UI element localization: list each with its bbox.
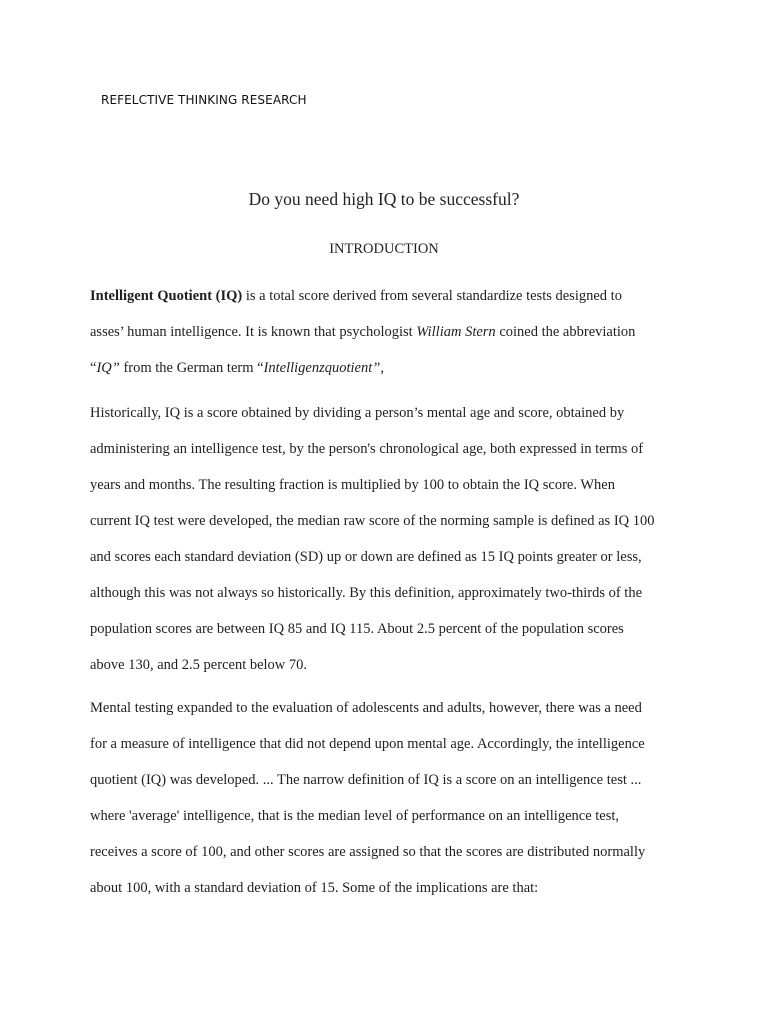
paragraph-line: about 100, with a standard deviation of 15. Some of the implications are that: <box>90 880 539 896</box>
line-text: is a total score derived from several standardize tests designed to <box>242 288 622 304</box>
paragraph-line: population scores are between IQ 85 and IQ 115. About 2.5 percent of the population scores <box>90 621 624 637</box>
paragraph-line <box>90 359 690 395</box>
paragraph-line: receives a score of 100, and other scores are assigned so that the scores are distributed normally <box>90 844 646 860</box>
paragraph-line: and scores each standard deviation (SD) up or down are defined as 15 IQ points greater or less, <box>90 549 642 565</box>
iq-term-bold: Intelligent Quotient (IQ) <box>90 288 243 304</box>
line-text: “ <box>90 360 97 376</box>
header-label: REFELCTIVE THINKING RESEARCH <box>101 93 307 107</box>
paragraph-line: quotient (IQ) was developed. ... The narrow definition of IQ is a score on an intelligence test ... <box>90 772 642 788</box>
paragraph-line: for a measure of intelligence that did not depend upon mental age. Accordingly, the intelligence <box>90 736 645 752</box>
paragraph-line <box>90 287 690 323</box>
paragraph-mental-testing <box>90 699 690 915</box>
paragraph-line: where 'average' intelligence, that is the median level of performance on an intelligence test, <box>90 808 620 824</box>
paragraph-line: Mental testing expanded to the evaluation of adolescents and adults, however, there was a need <box>90 700 642 716</box>
line-text: from the German term “ <box>119 360 264 376</box>
german-term-italic: Intelligenzquotient”, <box>263 360 384 376</box>
paragraph-line: administering an intelligence test, by the person's chronological age, both expressed in terms of <box>90 441 644 457</box>
stern-name-italic: William Stern <box>416 324 496 340</box>
iq-abbrev-italic: IQ” <box>96 360 120 376</box>
paragraph-history <box>90 404 690 692</box>
paragraph-line: above 130, and 2.5 percent below 70. <box>90 657 308 673</box>
line-text: coined the abbreviation <box>495 324 636 340</box>
paragraph-definition <box>90 287 690 395</box>
paragraph-line <box>90 323 690 359</box>
paragraph-line: years and months. The resulting fraction is multiplied by 100 to obtain the IQ score. When <box>90 477 615 493</box>
line-text: asses’ human intelligence. It is known that psychologist <box>90 324 417 340</box>
paragraph-line: Historically, IQ is a score obtained by dividing a person’s mental age and score, obtained by <box>90 405 625 421</box>
page-title: Do you need high IQ to be successful? <box>248 189 520 209</box>
paragraph-line: current IQ test were developed, the median raw score of the norming sample is defined as IQ 100 <box>90 513 655 529</box>
section-heading: INTRODUCTION <box>329 241 439 257</box>
paragraph-line: although this was not always so historically. By this definition, approximately two-thirds of the <box>90 585 642 601</box>
